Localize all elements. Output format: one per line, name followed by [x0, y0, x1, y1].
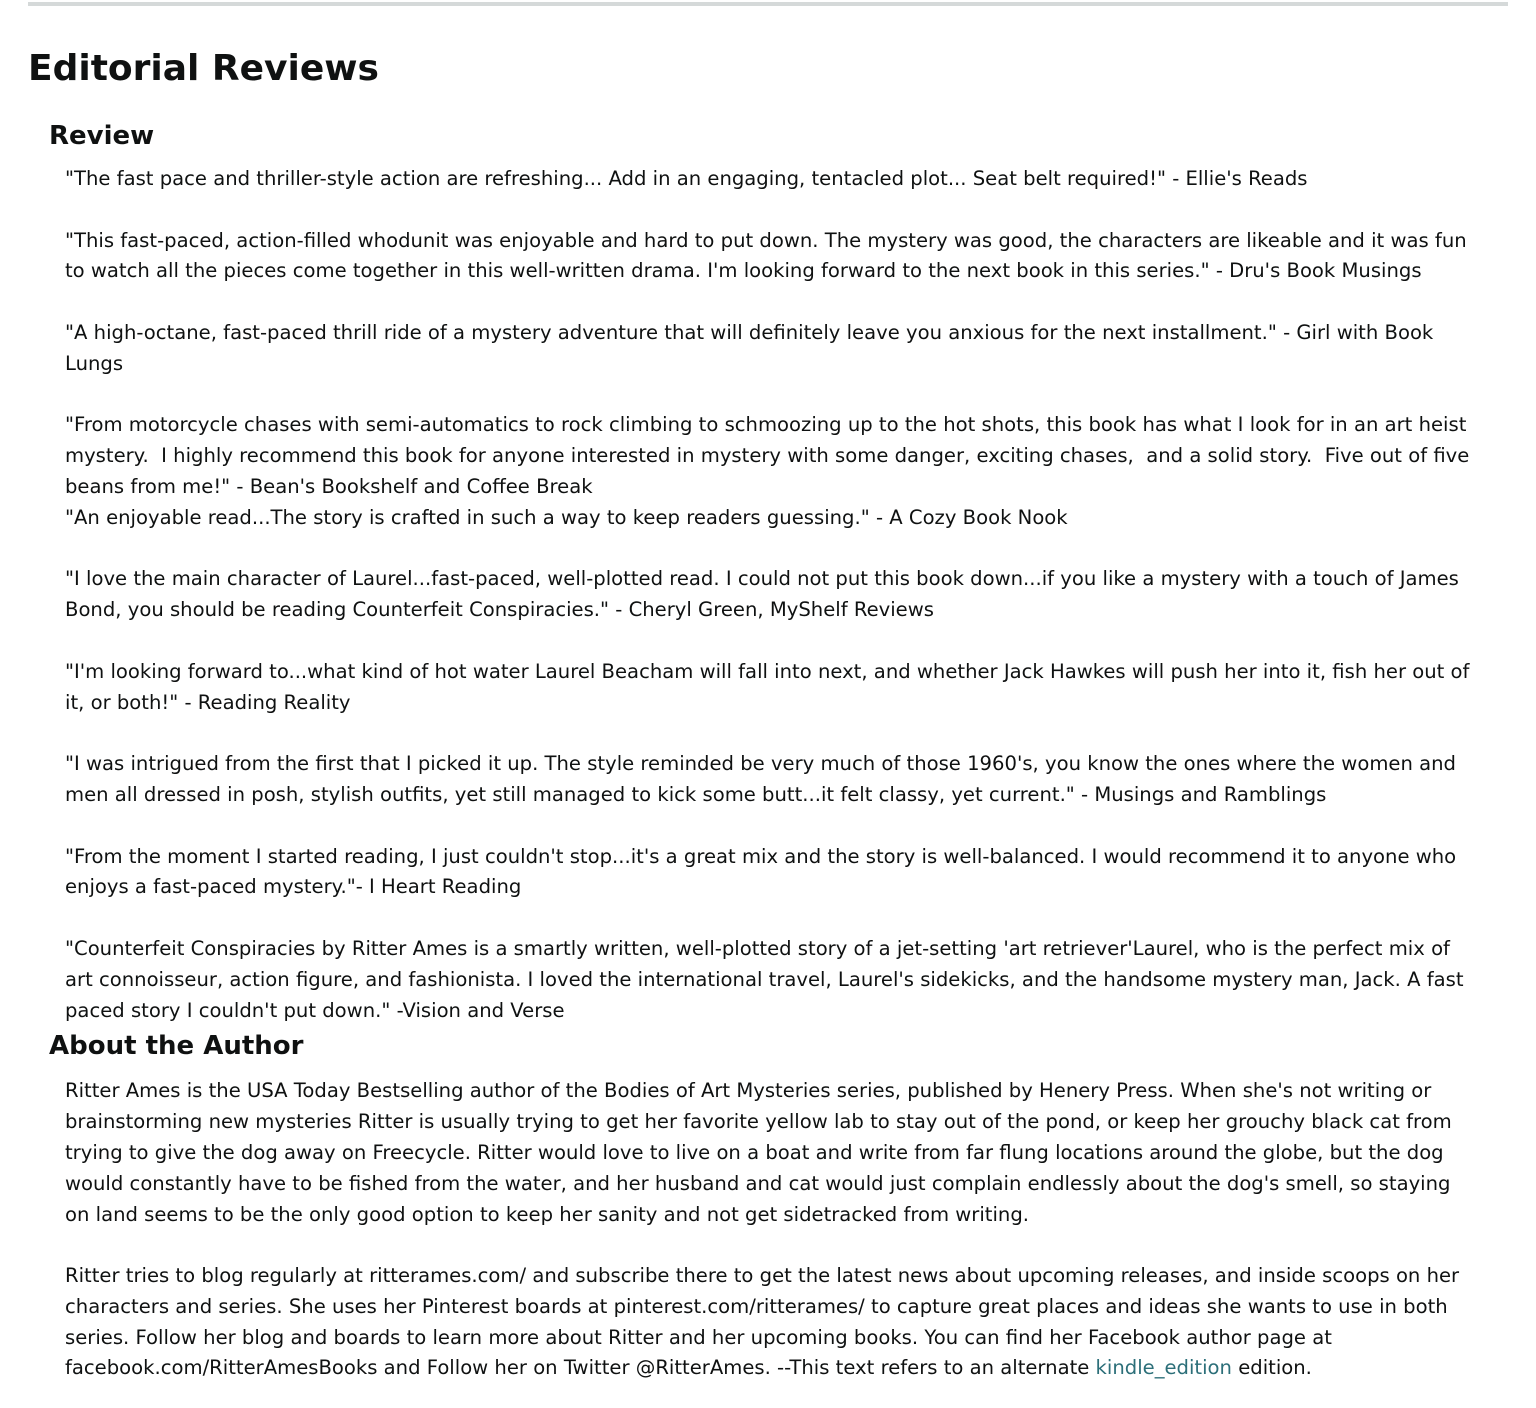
- editorial-reviews-section: [28, 42, 1478, 1384]
- about-author-body: Ritter Ames is the USA Today Bestselling author of the Bodies of Art Mysteries series, published by Henery Press. When she's not writing or brainstorming new mysteries Ritter is usually trying to get her favorite yellow lab to stay out of the pond, or keep her grouchy black cat from trying to give the dog away on Freecycle. Ritter would love to live on a boat and write from far flung locations around the globe, but the dog would constantly have to be fished from the water, and her husband and cat would just complain endlessly about the dog's smell, so staying on land seems to be the only good option to keep her sanity and not get sidetracked from writing. Ritter tries to blog regularly at ritterames.com/ and subscribe there to get the latest news about upcoming releases, and inside scoops on her characters and series. She uses her Pinterest boards at pinterest.com/ritterames/ to capture great places and ideas she wants to use in both series. Follow her blog and boards to learn more about Ritter and her upcoming books. You can find her Facebook author page at facebook.com/RitterAmesBooks and Follow her on Twitter @RitterAmes. --This text refers to an alternate: [65, 1079, 1460, 1380]
- edition-suffix: edition.: [1231, 1356, 1312, 1380]
- review-text: "The fast pace and thriller-style action are refreshing... Add in an engaging, tentacled plot... Seat belt required!" - Ellie's Reads "This fast-paced, action-filled whodunit was enjoyable and hard to put down. The mystery was good, the characters are likeable and it was fun to watch all the pieces come together in this well-written drama. I'm looking forward to the next book in this series." - Dru's Book Musings "A high-octane, fast-paced thrill ride of a mystery adventure that will definitely leave you anxious for the next installment." - Girl with Book Lungs "From motorcycle chases with semi-automatics to rock climbing to schmoozing up to the hot shots, this book has what I look for in an art heist mystery. I highly recommend this book for anyone interested in mystery with some danger, exciting chases, and a solid story. Five out of five beans from me!" - Bean's Bookshelf and Coffee Break "An enjoyable read...The story is crafted in such a way to keep readers guessing." - A Cozy Book Nook "I love the main character of Laurel...fast-paced, well-plotted read. I could not put this book down...if you like a mystery with a touch of James Bond, you should be reading Counterfeit Conspiracies." - Cheryl Green, MyShelf Reviews "I'm looking forward to...what kind of hot water Laurel Beacham will fall into next, and whether Jack Hawkes will push her into it, fish her out of it, or both!" - Reading Reality "I was intrigued from the first that I picked it up. The style reminded be very much of those 1960's, you know the ones where the women and men all dressed in posh, stylish outfits, yet still managed to kick some butt...it felt classy, yet current." - Musings and Ramblings "From the moment I started reading, I just couldn't stop...it's a great mix and the story is well-balanced. I would recommend it to anyone who enjoys a fast-paced mystery."- I Heart Reading "Counterfeit Conspiracies by Ritter Ames is a smartly written, well-plotted story of a jet-setting 'art retriever'Laurel, who is the perfect mix of art connoisseur, action figure, and fashionista. I loved the international travel, Laurel's sidekicks, and the handsome mystery man, Jack. A fast paced story I couldn't put down." -Vision and Verse: [65, 167, 1470, 1022]
- about-author-text: [28, 1076, 1477, 1384]
- top-divider: [28, 2, 1508, 6]
- section-title: Editorial Reviews: [28, 48, 379, 89]
- about-author-heading: About the Author: [49, 1031, 304, 1062]
- kindle-edition-link[interactable]: kindle_edition: [1095, 1356, 1232, 1380]
- review-heading: Review: [49, 121, 155, 151]
